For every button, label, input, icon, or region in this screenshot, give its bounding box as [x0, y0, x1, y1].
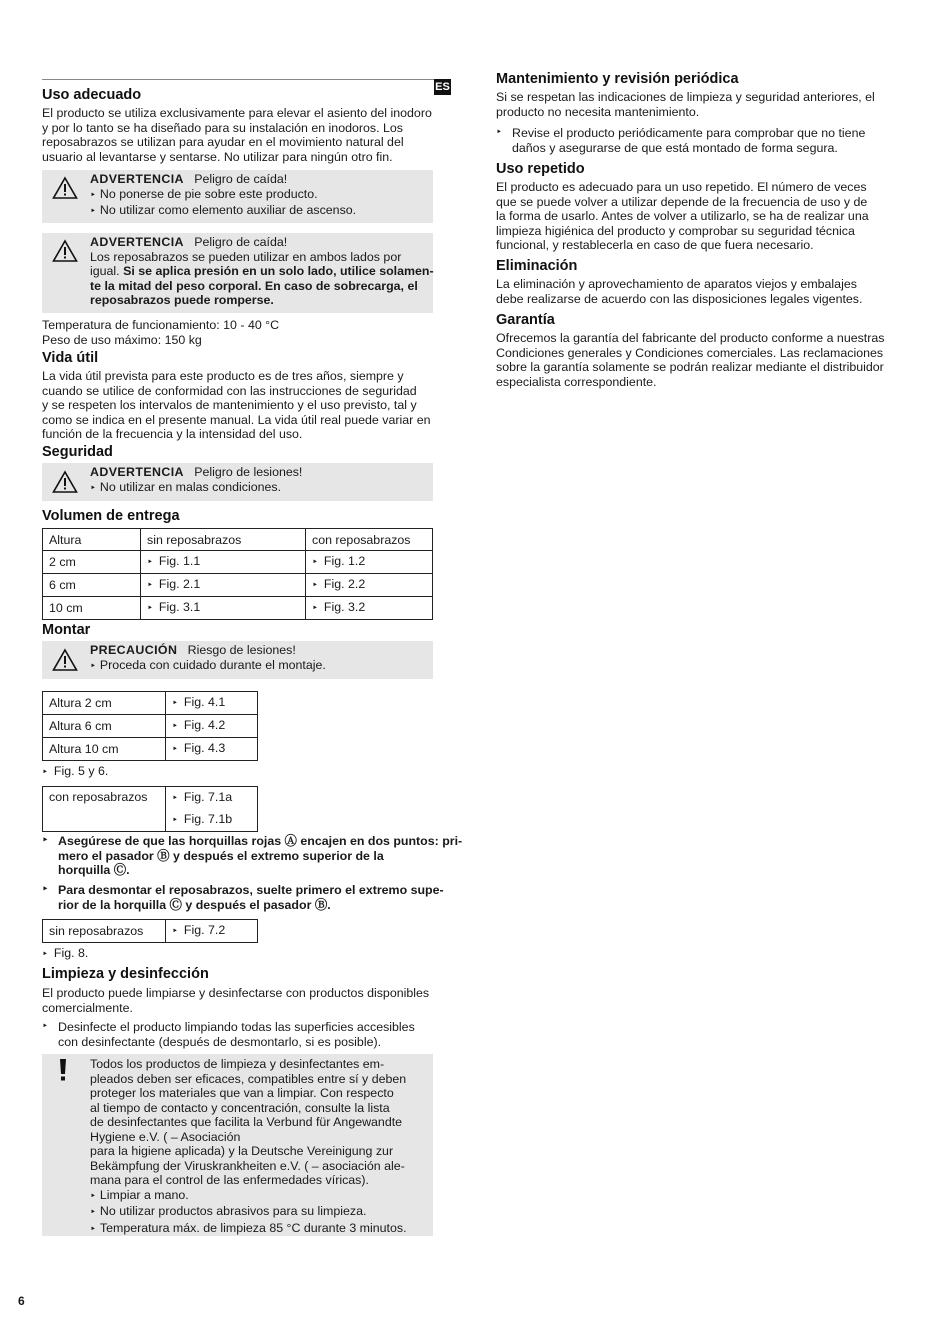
table-row: Altura 2 cm ‣ Fig. 4.1 — [43, 692, 258, 715]
paragraph-eliminacion: La eliminación y aprovechamiento de aparatos viejos y embalajes debe realizarse de acuerdo con las disposiciones legales vigentes. — [496, 277, 863, 306]
table-row: sin reposabrazos ‣ Fig. 7.2 — [43, 920, 258, 943]
table-row: Altura 10 cm ‣ Fig. 4.3 — [43, 738, 258, 761]
list-item: ‣ Para desmontar el reposabrazos, suelte primero el extremo supe- rior de la horquilla Ⓒ y después el pasador Ⓑ. — [42, 883, 444, 912]
warning-triangle-icon — [52, 176, 78, 200]
list-item: ‣ No utilizar como elemento auxiliar de ascenso. — [90, 203, 429, 220]
step-fig-5-6: ‣ Fig. 5 y 6. — [42, 764, 109, 778]
paragraph-limpieza: El producto puede limpiarse y desinfectarse con productos disponibles comercialmente. — [42, 986, 430, 1015]
heading-limpieza: Limpieza y desinfección — [42, 966, 209, 982]
paragraph-uso-repetido: El producto es adecuado para un uso repetido. El número de veces que se puede volver a utilizar depende de la frecuencia de uso y de la forma de usarlo. Antes de volver a utilizarlo, se ha de realizar una limpieza higiénica del producto y comprobar su seguridad técnica funcional, y restablecerla en caso de que fuera necesario. — [496, 180, 869, 252]
specs: Temperatura de funcionamiento: 10 - 40 °C Peso de uso máximo: 150 kg — [42, 318, 280, 347]
warning-box-fall-2: ADVERTENCIA Peligro de caída! Los reposabrazos se pueden utilizar en ambos lados por igual. Si se aplica presión en un solo lado, utilice solamen- te la mitad del peso corporal. En caso de sobrecarga, el reposabrazos puede romperse. — [42, 233, 433, 313]
heading-uso-adecuado: Uso adecuado — [42, 87, 142, 103]
header-rule — [42, 79, 450, 80]
note-box-cleaning: Todos los productos de limpieza y desinfectantes em- pleados deben ser eficaces, compatibles entre sí y deben proteger los materiales que van a limpiar. Con respecto al tiempo de contacto y concentración, consulte la lista de desinfectantes que facilita la Verbund für Angewandte Hygiene e.V. ( – Asociación para la higiene aplicada) y la Deutsche Vereinigung zur Bekämpfung der Viruskrankheiten e.V. ( – asociación ale- mana para el control de las enfermedades víricas). ‣ Limpiar a mano. ‣ No utilizar productos abrasivos para su limpieza. ‣ Temperatura máx. de limpieza 85 °C durante 3 minutos. — [42, 1054, 433, 1236]
list-item: ‣ No utilizar en malas condiciones. — [90, 480, 429, 497]
step-fig-8: ‣ Fig. 8. — [42, 946, 89, 960]
warning-triangle-icon — [52, 648, 78, 672]
heading-uso-repetido: Uso repetido — [496, 161, 585, 177]
caution-box-injury: PRECAUCIÓN Riesgo de lesiones! ‣ Proceda con cuidado durante el montaje. — [42, 641, 433, 679]
heading-mantenimiento: Mantenimiento y revisión periódica — [496, 71, 739, 87]
heading-vida-util: Vida útil — [42, 350, 99, 366]
delivery-table — [42, 528, 433, 620]
table-row: con reposabrazos ‣ Fig. 7.1a ‣ Fig. 7.1b — [43, 787, 258, 832]
no-armrest-table — [42, 919, 258, 943]
paragraph-vida-util: La vida útil prevista para este producto es de tres años, siempre y cuando se utilice de conformidad con las instrucciones de seguridad y se respeten los intervalos de mantenimiento y el uso previsto, tal y como se indica en el presente manual. La vida útil real puede variar en función de la frecuencia y la intensidad del uso. — [42, 369, 431, 441]
list-item: ‣ No ponerse de pie sobre este producto. — [90, 187, 429, 204]
warning-box-fall-1: ADVERTENCIA Peligro de caída! ‣ No ponerse de pie sobre este producto. ‣ No utilizar como elemento auxiliar de ascenso. — [42, 170, 433, 223]
list-item: ‣ Limpiar a mano. — [90, 1188, 429, 1205]
paragraph-uso-adecuado: El producto se utiliza exclusivamente para elevar el asiento del inodoro y por lo tanto se ha diseñado para su instalación en inodoros. Los reposabrazos se utilizan para ayudar en el movimiento natural del usuario al levantarse y sentarse. No utilizar para ningún otro fin. — [42, 106, 432, 164]
warning-box-injury: ADVERTENCIA Peligro de lesiones! ‣ No utilizar en malas condiciones. — [42, 463, 433, 501]
warning-triangle-icon — [52, 239, 78, 263]
paragraph-garantia: Ofrecemos la garantía del fabricante del producto conforme a nuestras Condiciones generales y Condiciones comerciales. Las reclamaciones sobre la garantía solamente se podrán realizar mediante el distribuidor especialista correspondiente. — [496, 331, 885, 389]
table-row: 10 cm ‣ Fig. 3.1 ‣ Fig. 3.2 — [43, 597, 433, 620]
table-row: 6 cm ‣ Fig. 2.1 ‣ Fig. 2.2 — [43, 574, 433, 597]
table-row: Altura 6 cm ‣ Fig. 4.2 — [43, 715, 258, 738]
list-item: ‣ Asegúrese de que las horquillas rojas Ⓐ encajen en dos puntos: pri- mero el pasador Ⓑ y después el extremo superior de la horquilla Ⓒ. — [42, 834, 463, 877]
list-item: ‣ Desinfecte el producto limpiando todas las superficies accesibles con desinfectante (después de desmontarlo, si es posible). — [42, 1020, 415, 1049]
heading-montar: Montar — [42, 622, 91, 638]
language-tag: ES — [435, 81, 450, 93]
heading-garantia: Garantía — [496, 312, 555, 328]
heading-volumen-de-entrega: Volumen de entrega — [42, 508, 180, 524]
armrest-table — [42, 786, 258, 832]
mount-height-table — [42, 691, 258, 761]
warning-triangle-icon — [52, 470, 78, 494]
list-item: ‣ Revise el producto periódicamente para comprobar que no tiene daños y asegurarse de que está montado de forma segura. — [496, 126, 866, 155]
table-header-row: Altura sin reposabrazos con reposabrazos — [43, 529, 433, 551]
paragraph-mantenimiento: Si se respetan las indicaciones de limpieza y seguridad anteriores, el producto no necesita mantenimiento. — [496, 90, 875, 119]
heading-eliminacion: Eliminación — [496, 258, 578, 274]
table-row: 2 cm ‣ Fig. 1.1 ‣ Fig. 1.2 — [43, 551, 433, 574]
page-number: 6 — [18, 1294, 25, 1308]
exclamation-icon — [57, 1058, 69, 1082]
heading-seguridad: Seguridad — [42, 444, 113, 460]
list-item: ‣ No utilizar productos abrasivos para su limpieza. — [90, 1204, 429, 1221]
list-item: ‣ Temperatura máx. de limpieza 85 °C durante 3 minutos. — [90, 1221, 429, 1238]
list-item: ‣ Proceda con cuidado durante el montaje. — [90, 658, 429, 675]
